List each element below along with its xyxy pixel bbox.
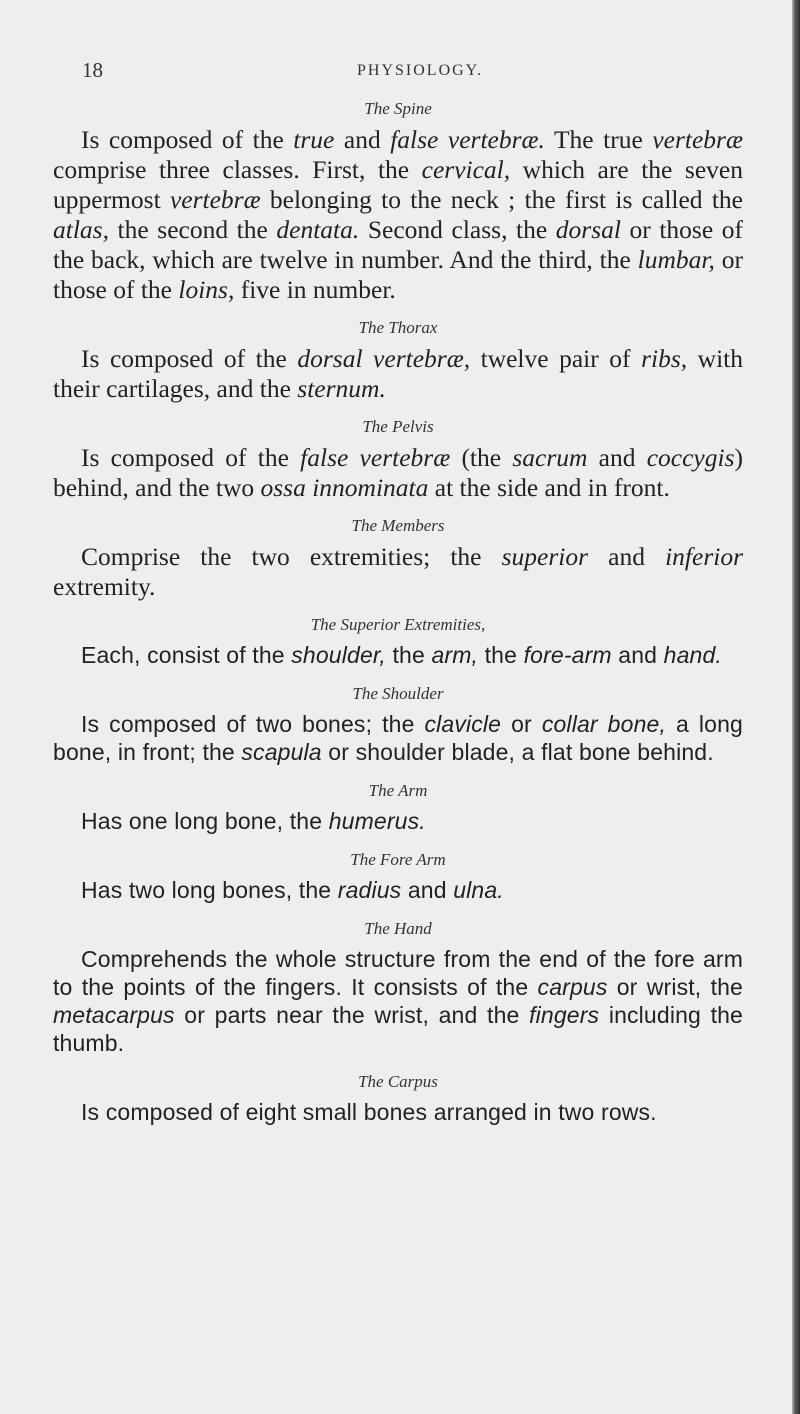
page-number: 18 [82, 58, 103, 82]
section-body: Comprise the two extremities; the superior and inferior extremity. [53, 542, 743, 601]
page-title: PHYSIOLOGY. [357, 62, 484, 79]
section-body: Is composed of the true and false vertebræ. The true vertebræ comprise three classes. First, the cervical, which are the seven uppermost vertebræ belonging to the neck ; the first is called the atlas, the second the dentata. Second class, the dorsal or those of the back, which are twelve in number. And the third, the lumbar, or those of the loins, five in number. [53, 125, 743, 304]
section-hand [53, 918, 743, 1057]
section-heading: The Hand [364, 919, 432, 938]
section-heading: The Members [351, 516, 445, 535]
section-heading: The Pelvis [362, 417, 434, 436]
section-fore-arm [53, 849, 743, 904]
section-body: Has two long bones, the radius and ulna. [81, 877, 504, 903]
running-head [82, 58, 702, 88]
section-body: Is composed of the dorsal vertebræ, twelve pair of ribs, with their cartilages, and the sternum. [53, 344, 743, 403]
section-spine [53, 98, 743, 305]
section-body: Each, consist of the shoulder, the arm, the fore-arm and hand. [81, 642, 722, 668]
section-heading: The Carpus [358, 1072, 438, 1091]
section-carpus [53, 1071, 743, 1126]
section-heading: The Spine [364, 99, 432, 118]
section-body: Comprehends the whole structure from the end of the fore arm to the points of the fingers. It consists of the carpus or wrist, the metacarpus or parts near the wrist, and the fingers including the thumb. [53, 946, 743, 1056]
section-body: Is composed of the false vertebræ (the sacrum and coccygis) behind, and the two ossa innominata at the side and in front. [53, 443, 743, 502]
section-body: Has one long bone, the humerus. [81, 808, 426, 834]
article-content [53, 98, 743, 1139]
section-heading: The Fore Arm [350, 850, 446, 869]
section-members [53, 515, 743, 602]
section-body: Is composed of two bones; the clavicle or collar bone, a long bone, in front; the scapula or shoulder blade, a flat bone behind. [53, 711, 743, 765]
section-heading: The Thorax [358, 318, 438, 337]
section-pelvis [53, 416, 743, 503]
section-shoulder [53, 683, 743, 766]
section-heading: The Shoulder [352, 684, 444, 703]
section-arm [53, 780, 743, 835]
section-body: Is composed of eight small bones arranged in two rows. [81, 1099, 657, 1125]
page-edge [792, 0, 800, 1414]
section-superior-extremities [53, 614, 743, 669]
section-heading: The Superior Extremities, [310, 615, 486, 634]
section-thorax [53, 317, 743, 404]
section-heading: The Arm [368, 781, 428, 800]
